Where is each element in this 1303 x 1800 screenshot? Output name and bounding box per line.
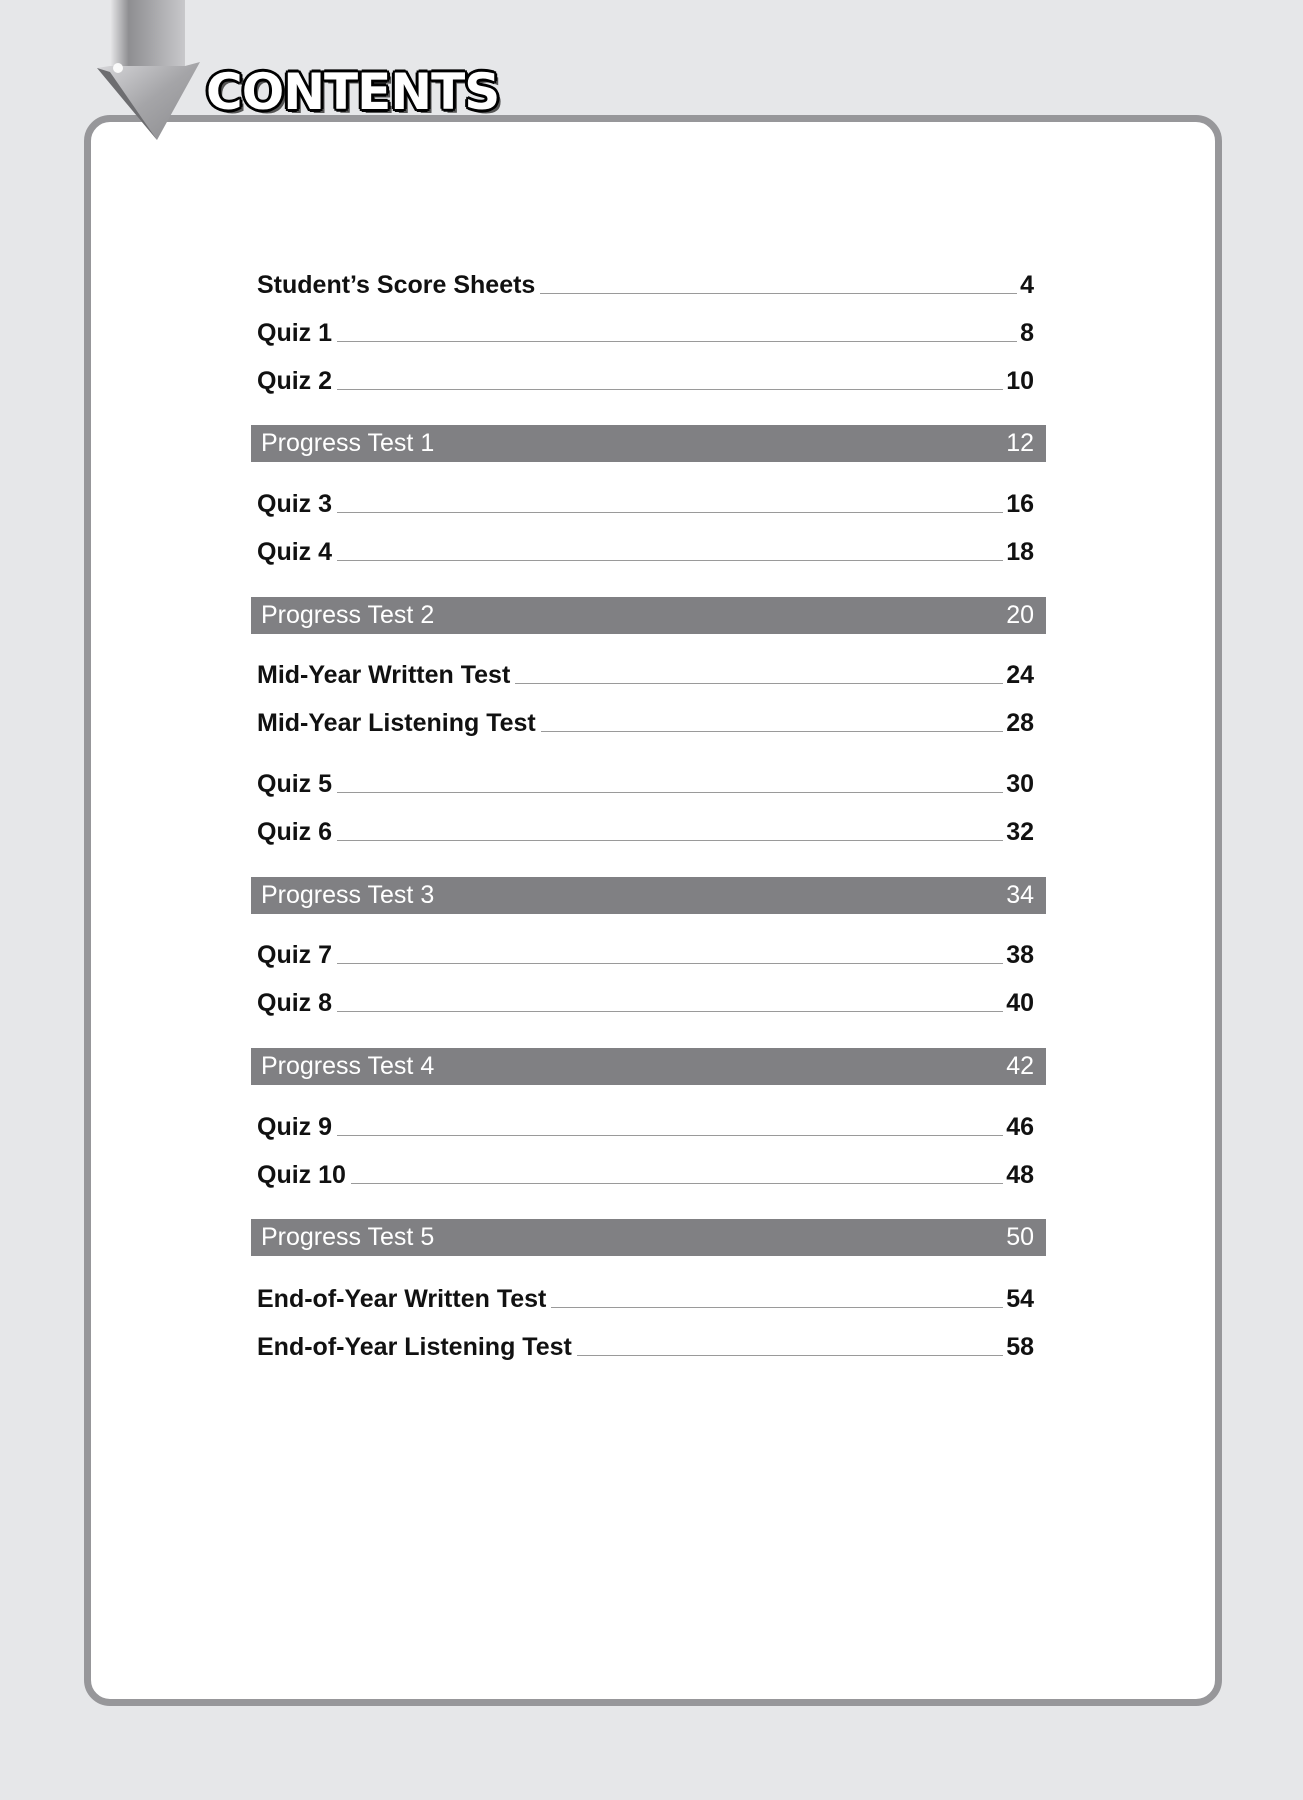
toc-entry-label: Quiz 4 [257, 538, 333, 566]
toc-entry-label: Progress Test 5 [261, 1223, 435, 1251]
dotted-leader [337, 559, 1003, 561]
toc-entry[interactable] [257, 1280, 1034, 1314]
toc-entry-label: Progress Test 2 [261, 601, 435, 629]
dotted-leader [577, 1354, 1003, 1356]
dotted-leader [337, 511, 1003, 513]
dotted-leader [551, 1306, 1003, 1308]
toc-page-number: 54 [1006, 1285, 1034, 1313]
toc-entry-label: Quiz 2 [257, 367, 333, 395]
toc-page-number: 30 [1006, 770, 1034, 798]
toc-page-number: 42 [1006, 1052, 1034, 1080]
toc-entry-label: End-of-Year Written Test [257, 1285, 547, 1313]
toc-entry-label: Quiz 3 [257, 490, 333, 518]
toc-page-number: 8 [1020, 319, 1034, 347]
toc-page-number: 34 [1006, 881, 1034, 909]
toc-entry-label: Quiz 10 [257, 1161, 346, 1189]
toc-page-number: 50 [1006, 1223, 1034, 1251]
dotted-leader [337, 388, 1003, 390]
toc-entry-label: Mid-Year Listening Test [257, 709, 536, 737]
toc-page-number: 58 [1006, 1333, 1034, 1361]
toc-entry-label: Quiz 5 [257, 770, 333, 798]
dotted-leader [337, 962, 1003, 964]
dotted-leader [337, 1010, 1003, 1012]
toc-page-number: 18 [1006, 538, 1034, 566]
toc-entry-label: Quiz 8 [257, 989, 333, 1017]
dotted-leader [540, 292, 1017, 294]
toc-page-number: 10 [1006, 367, 1034, 395]
toc-section-band[interactable] [251, 877, 1046, 914]
toc-page-number: 38 [1006, 941, 1034, 969]
dotted-leader [337, 340, 1017, 342]
dotted-leader [337, 1134, 1003, 1136]
toc-entry[interactable] [257, 533, 1034, 567]
toc-entry[interactable] [257, 936, 1034, 970]
toc-entry-label: Quiz 9 [257, 1113, 333, 1141]
toc-entry[interactable] [257, 485, 1034, 519]
toc-entry[interactable] [257, 1108, 1034, 1142]
toc-entry-label: Progress Test 1 [261, 429, 435, 457]
down-arrow-icon [90, 0, 210, 145]
toc-section-band[interactable] [251, 425, 1046, 462]
toc-section-band[interactable] [251, 1048, 1046, 1085]
toc-entry[interactable] [257, 314, 1034, 348]
toc-entry-label: Quiz 6 [257, 818, 333, 846]
dotted-leader [351, 1182, 1003, 1184]
toc-entry[interactable] [257, 656, 1034, 690]
toc-page-number: 46 [1006, 1113, 1034, 1141]
toc-entry-label: Student’s Score Sheets [257, 271, 536, 299]
toc-entry-label: End-of-Year Listening Test [257, 1333, 572, 1361]
toc-entry-label: Progress Test 3 [261, 881, 435, 909]
toc-entry[interactable] [257, 1156, 1034, 1190]
toc-entry-label: Progress Test 4 [261, 1052, 435, 1080]
toc-page-number: 20 [1006, 601, 1034, 629]
toc-entry[interactable] [257, 362, 1034, 396]
dotted-leader [515, 682, 1003, 684]
toc-page-number: 32 [1006, 818, 1034, 846]
toc-entry-label: Mid-Year Written Test [257, 661, 511, 689]
toc-entry-label: Quiz 7 [257, 941, 333, 969]
toc-entry[interactable] [257, 813, 1034, 847]
toc-section-band[interactable] [251, 1219, 1046, 1256]
toc-entry-label: Quiz 1 [257, 319, 333, 347]
toc-page-number: 12 [1006, 429, 1034, 457]
toc-section-band[interactable] [251, 597, 1046, 634]
toc-page-number: 16 [1006, 490, 1034, 518]
toc-page-number: 40 [1006, 989, 1034, 1017]
toc-page-number: 4 [1020, 271, 1034, 299]
toc-page-number: 24 [1006, 661, 1034, 689]
page-title: CONTENTS [206, 63, 500, 121]
toc-entry[interactable] [257, 266, 1034, 300]
dotted-leader [337, 839, 1003, 841]
toc-entry[interactable] [257, 765, 1034, 799]
toc-page-number: 28 [1006, 709, 1034, 737]
dotted-leader [541, 730, 1003, 732]
toc-entry[interactable] [257, 984, 1034, 1018]
toc-entry[interactable] [257, 704, 1034, 738]
toc-entry[interactable] [257, 1328, 1034, 1362]
dotted-leader [337, 791, 1003, 793]
toc-page-number: 48 [1006, 1161, 1034, 1189]
